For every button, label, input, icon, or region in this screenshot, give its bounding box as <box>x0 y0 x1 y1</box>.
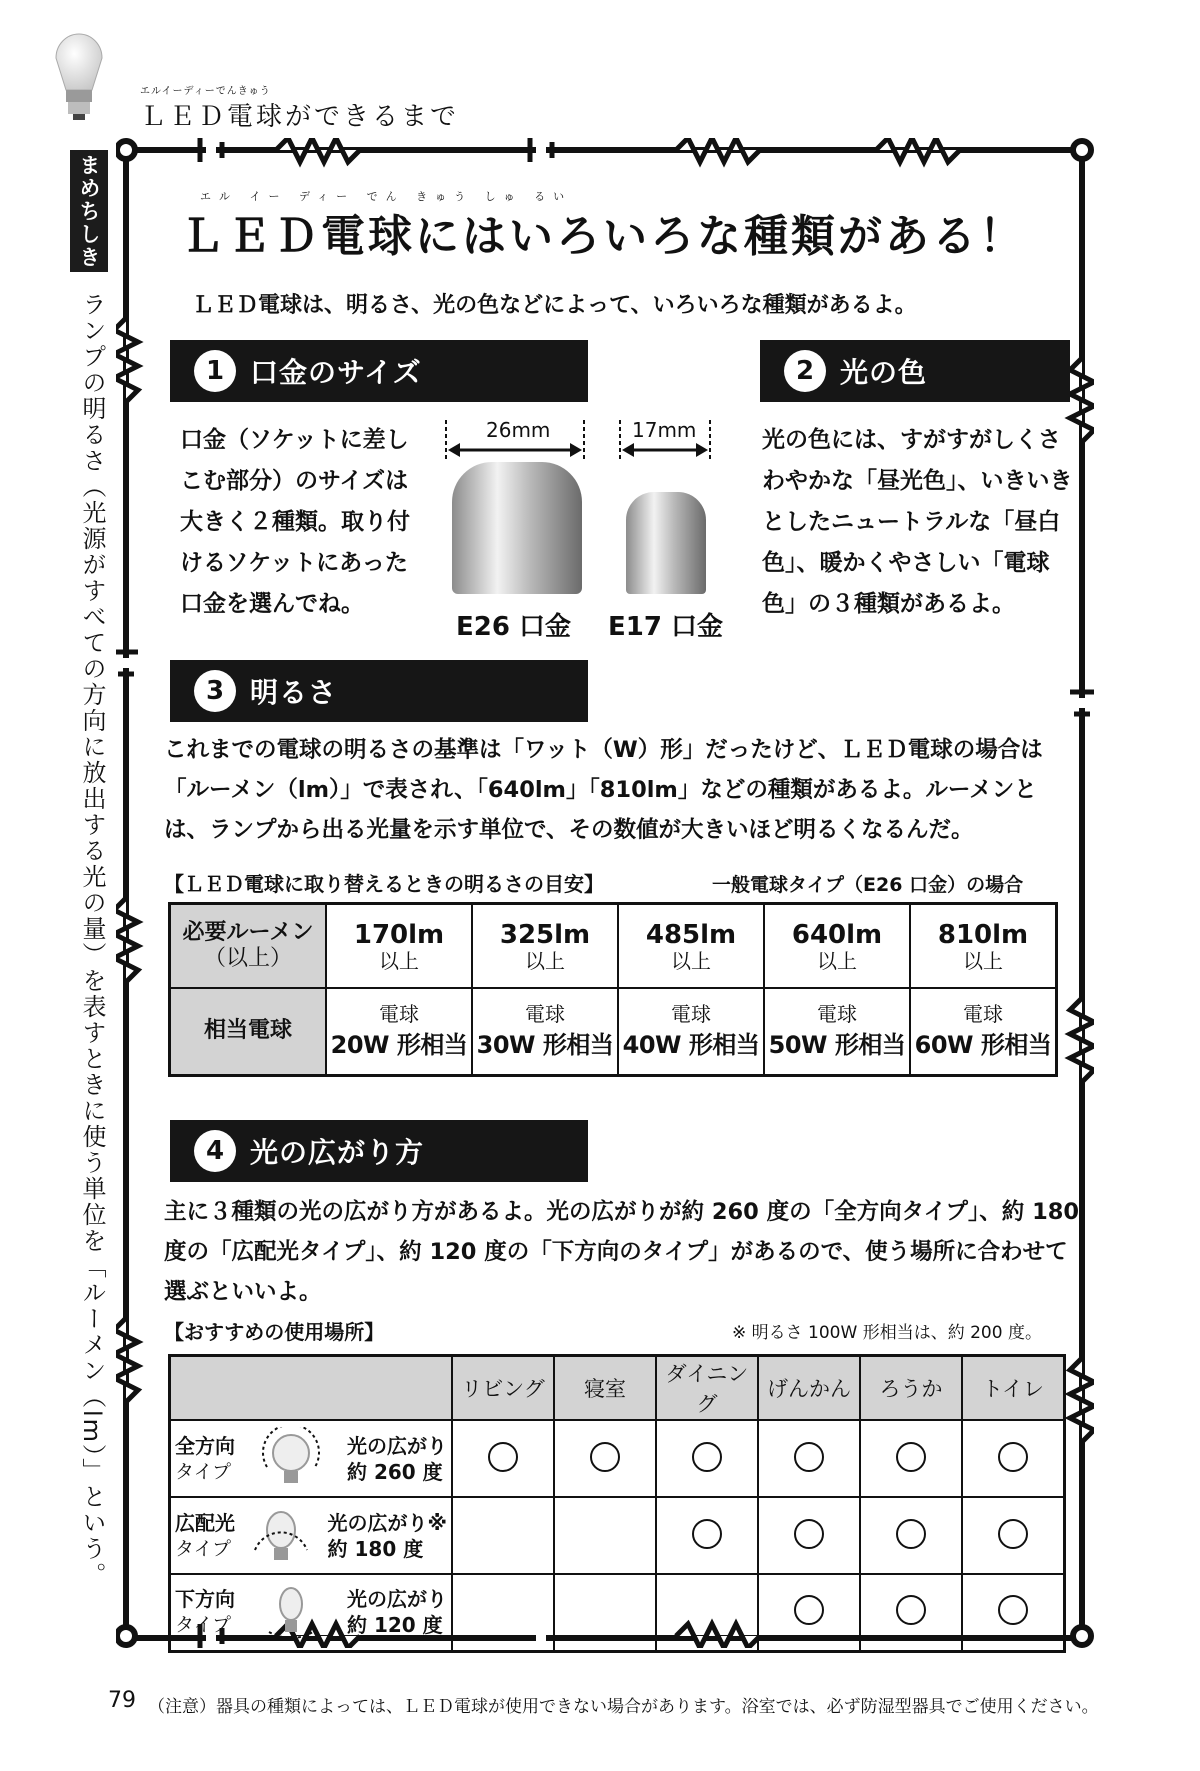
lumen-row <box>170 904 1057 988</box>
usage-table-title: 【おすすめの使用場所】 <box>164 1320 385 1344</box>
e17-width-label: 17mm <box>632 418 697 442</box>
usage-cell <box>962 1420 1065 1497</box>
recommended-mark <box>692 1519 722 1549</box>
usage-cell <box>554 1420 656 1497</box>
recommended-mark <box>998 1519 1028 1549</box>
type-cell <box>170 1420 453 1497</box>
watt-value: 30W 形相当 <box>476 1030 614 1059</box>
spread-degree: 約 260 度 <box>347 1459 443 1484</box>
usage-cell <box>962 1497 1065 1574</box>
lumen-cell <box>326 904 472 988</box>
usage-row-wide <box>170 1497 1065 1574</box>
type-suffix: タイプ <box>175 1460 232 1483</box>
e26-dimension-arrow <box>444 420 586 460</box>
section-1-text: 口金（ソケットに差しこむ部分）のサイズは大きく２種類。取り付けるソケットにあった口金を選んでね。 <box>180 427 410 617</box>
e26-width-label: 26mm <box>486 418 551 442</box>
usage-cell <box>656 1497 758 1574</box>
type-suffix: タイプ <box>175 1537 232 1560</box>
bulb-label: 電球 <box>525 1001 565 1026</box>
usage-cell <box>554 1574 656 1651</box>
watt-cell <box>618 988 764 1076</box>
spread-label: 光の広がり <box>347 1587 447 1612</box>
type-name: 全方向 <box>175 1433 235 1458</box>
brightness-table <box>168 902 1058 1077</box>
recommended-mark <box>998 1595 1028 1625</box>
section-2-number: 2 <box>784 350 826 392</box>
usage-cell <box>860 1497 962 1574</box>
recommended-mark <box>692 1442 722 1472</box>
lumen-value: 170lm <box>353 919 445 950</box>
type-cell <box>170 1574 453 1651</box>
recommended-mark <box>896 1595 926 1625</box>
watt-row-header: 相当電球 <box>170 988 327 1076</box>
column-header: げんかん <box>758 1356 860 1421</box>
usage-cell <box>860 1420 962 1497</box>
usage-cell <box>656 1574 758 1651</box>
watt-cell <box>326 988 472 1076</box>
spread-degree: 約 120 度 <box>347 1613 443 1638</box>
recommended-mark <box>488 1442 518 1472</box>
section-4-header <box>170 1120 588 1182</box>
watt-row <box>170 988 1057 1076</box>
lumen-cell <box>910 904 1057 988</box>
section-4-number: 4 <box>194 1130 236 1172</box>
watt-value: 60W 形相当 <box>914 1030 1052 1059</box>
watt-cell <box>910 988 1057 1076</box>
watt-value: 40W 形相当 <box>622 1030 760 1059</box>
downlight-bulb-icon <box>259 1580 323 1644</box>
usage-cell <box>452 1574 554 1651</box>
above-label: 以上 <box>671 948 711 973</box>
usage-cell <box>554 1497 656 1574</box>
section-3-title: 明るさ <box>250 676 338 709</box>
section-1-number: 1 <box>194 350 236 392</box>
type-suffix: タイプ <box>175 1614 232 1637</box>
brightness-table-title: 【ＬＥＤ電球に取り替えるときの明るさの目安】 <box>164 872 604 896</box>
e17-caption: E17 口金 <box>608 612 723 642</box>
lumen-cell <box>618 904 764 988</box>
e26-caption: E26 口金 <box>456 612 571 642</box>
column-header: ろうか <box>860 1356 962 1421</box>
main-title: ＬＥＤ電球にはいろいろな種類がある！ <box>180 211 1026 262</box>
lumen-value: 325lm <box>499 919 591 950</box>
bulb-label: 電球 <box>817 1001 857 1026</box>
usage-table-note: ※ 明るさ 100W 形相当は、約 200 度。 <box>732 1323 1042 1343</box>
e17-dimension-arrow <box>618 420 712 460</box>
lumen-cell <box>472 904 618 988</box>
usage-cell <box>452 1420 554 1497</box>
bulb-label: 電球 <box>963 1001 1003 1026</box>
usage-header-row <box>170 1356 1065 1421</box>
page-header-ruby: エルイーディーでんきゅう <box>140 86 271 97</box>
led-bulb-icon <box>52 30 106 122</box>
usage-row-omni <box>170 1420 1065 1497</box>
main-title-ruby: エル イー ディー でん きゅう しゅ るい <box>200 190 573 203</box>
page-header: ＬＥＤ電球ができるまで <box>140 102 460 132</box>
spread-degree: 約 180 度 <box>327 1536 424 1561</box>
side-column-text: ランプの明るさ（光源がすべての方向に放出する光の量）を表すときに使う単位を「ルーメン（lm）」という。 <box>78 292 106 1589</box>
column-header: リビング <box>452 1356 554 1421</box>
type-name: 下方向 <box>175 1587 235 1612</box>
usage-cell <box>758 1574 860 1651</box>
spread-label: 光の広がり※ <box>327 1510 447 1535</box>
lumen-value: 810lm <box>937 919 1029 950</box>
watt-value: 50W 形相当 <box>768 1030 906 1059</box>
lumen-row-header-sub: （以上） <box>203 945 292 971</box>
section-1-header <box>170 340 588 402</box>
footnote: （注意）器具の種類によっては、ＬＥＤ電球が使用できない場合があります。浴室では、必ず防湿型器具でご使用ください。 <box>148 1697 1099 1717</box>
type-cell <box>170 1497 453 1574</box>
page-number: 79 <box>108 1688 136 1713</box>
spread-label: 光の広がり <box>347 1433 447 1458</box>
usage-cell <box>860 1574 962 1651</box>
section-3-number: 3 <box>194 670 236 712</box>
bulb-label: 電球 <box>379 1001 419 1026</box>
lumen-value: 640lm <box>791 919 883 950</box>
lumen-row-header <box>170 904 327 988</box>
recommended-mark <box>896 1442 926 1472</box>
section-3-header <box>170 660 588 722</box>
e26-socket-image <box>452 462 582 594</box>
column-header: ダイニング <box>656 1356 758 1421</box>
usage-cell <box>452 1497 554 1574</box>
watt-value: 20W 形相当 <box>330 1030 468 1059</box>
above-label: 以上 <box>817 948 857 973</box>
recommended-mark <box>794 1595 824 1625</box>
recommended-mark <box>590 1442 620 1472</box>
lumen-value: 485lm <box>645 919 737 950</box>
section-3-text: これまでの電球の明るさの基準は「ワット（W）形」だったけど、ＬＥＤ電球の場合は「ルーメン（lm）」で表され、「640lm」「810lm」などの種類があるよ。ルーメンとは、ランプから出る光量を示す単位で、その数値が大きいほど明るくなるんだ。 <box>164 737 1043 843</box>
usage-row-down <box>170 1574 1065 1651</box>
usage-header-blank <box>170 1356 453 1421</box>
omni-bulb-icon <box>259 1427 323 1491</box>
section-2-text: 光の色には、すがすがしくさわやかな「昼光色」、いきいきとしたニュートラルな「昼白色」、暖かくやさしい「電球色」の３種類があるよ。 <box>762 427 1073 617</box>
side-tab: まめちしき <box>70 150 108 272</box>
above-label: 以上 <box>525 948 565 973</box>
e17-socket-image <box>626 492 706 594</box>
usage-cell <box>758 1497 860 1574</box>
recommended-mark <box>896 1519 926 1549</box>
type-name: 広配光 <box>175 1510 235 1535</box>
section-4-text: 主に３種類の光の広がり方があるよ。光の広がりが約 260 度の「全方向タイプ」、約 180 度の「広配光タイプ」、約 120 度の「下方向のタイプ」があるので、使う場所に合わせて選ぶといいよ。 <box>164 1199 1080 1305</box>
watt-cell <box>764 988 910 1076</box>
section-2-header <box>760 340 1070 402</box>
usage-cell <box>962 1574 1065 1651</box>
usage-cell <box>758 1420 860 1497</box>
lumen-row-header-label: 必要ルーメン <box>182 919 314 945</box>
brightness-table-note: 一般電球タイプ（E26 口金）の場合 <box>712 874 1024 896</box>
intro-text: ＬＥＤ電球は、明るさ、光の色などによって、いろいろな種類があるよ。 <box>192 293 917 318</box>
usage-table <box>168 1354 1066 1653</box>
recommended-mark <box>998 1442 1028 1472</box>
recommended-mark <box>794 1519 824 1549</box>
bulb-label: 電球 <box>671 1001 711 1026</box>
section-1-title: 口金のサイズ <box>250 356 422 389</box>
usage-cell <box>656 1420 758 1497</box>
lumen-cell <box>764 904 910 988</box>
wide-bulb-icon <box>249 1504 313 1568</box>
above-label: 以上 <box>379 948 419 973</box>
watt-cell <box>472 988 618 1076</box>
column-header: トイレ <box>962 1356 1065 1421</box>
column-header: 寝室 <box>554 1356 656 1421</box>
section-4-title: 光の広がり方 <box>250 1136 425 1169</box>
above-label: 以上 <box>963 948 1003 973</box>
section-2-title: 光の色 <box>840 356 928 389</box>
recommended-mark <box>794 1442 824 1472</box>
